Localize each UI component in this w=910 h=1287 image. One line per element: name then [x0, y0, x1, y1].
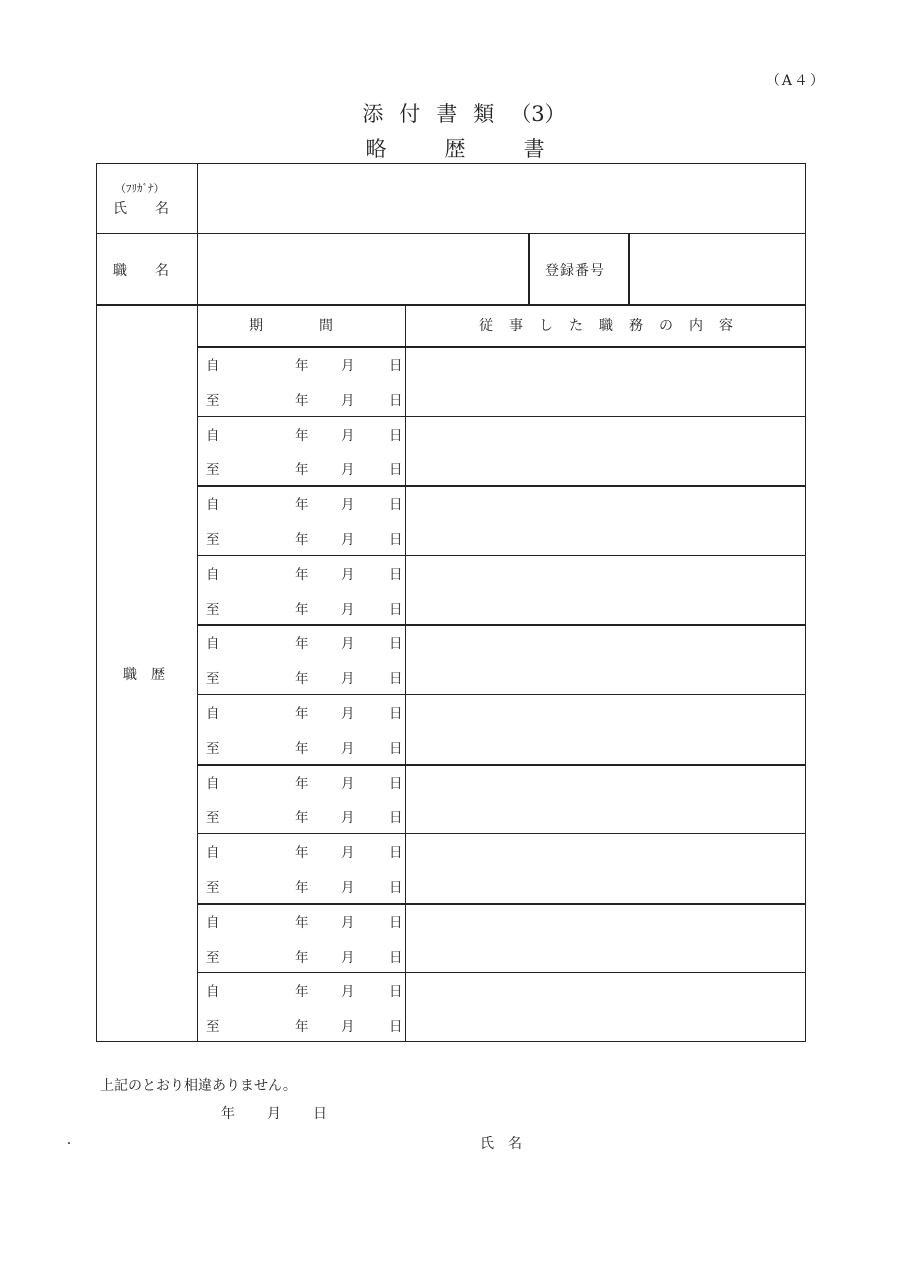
- from-label: 自: [206, 845, 220, 862]
- year-label: 年: [295, 775, 309, 792]
- from-label: 自: [206, 706, 220, 722]
- month-label: 月: [341, 601, 355, 618]
- year-label: 年: [295, 740, 309, 757]
- day-label: 日: [389, 532, 403, 548]
- day-label: 日: [389, 392, 403, 409]
- year-label: 年: [295, 358, 309, 374]
- divider: [628, 233, 630, 304]
- year-label: 年: [295, 671, 309, 688]
- registration-number-field[interactable]: [635, 240, 799, 298]
- month-label: 月: [341, 671, 355, 688]
- month-label: 月: [341, 740, 355, 757]
- date-day-label: 日: [313, 1106, 327, 1122]
- period-header: 期 間: [249, 318, 333, 334]
- duty-content-field[interactable]: [413, 559, 797, 621]
- year-label: 年: [295, 1019, 309, 1036]
- divider: [405, 304, 406, 1041]
- period-from-row[interactable]: [197, 485, 405, 520]
- month-label: 月: [341, 845, 355, 862]
- month-label: 月: [341, 497, 355, 514]
- divider: [97, 304, 805, 306]
- duty-content-field[interactable]: [413, 837, 797, 899]
- year-label: 年: [295, 880, 309, 896]
- day-label: 日: [389, 810, 403, 827]
- year-label: 年: [295, 984, 309, 1001]
- title-number: （3）: [510, 102, 566, 126]
- duty-content-field[interactable]: [413, 907, 797, 969]
- to-label: 至: [206, 601, 220, 618]
- page-size-label: （A４）: [765, 73, 826, 89]
- year-label: 年: [295, 636, 309, 653]
- month-label: 月: [341, 1019, 355, 1036]
- to-label: 至: [206, 671, 220, 688]
- year-label: 年: [295, 601, 309, 618]
- month-label: 月: [341, 810, 355, 827]
- day-label: 日: [389, 358, 403, 374]
- period-to-row[interactable]: [197, 729, 405, 764]
- period-from-row[interactable]: [197, 346, 405, 381]
- to-label: 至: [206, 740, 220, 757]
- day-label: 日: [389, 984, 403, 1001]
- year-label: 年: [295, 462, 309, 479]
- year-label: 年: [295, 566, 309, 583]
- day-label: 日: [389, 636, 403, 653]
- day-label: 日: [389, 427, 403, 444]
- from-label: 自: [206, 427, 220, 444]
- month-label: 月: [341, 636, 355, 653]
- period-from-row[interactable]: [197, 555, 405, 590]
- divider: [528, 233, 530, 304]
- date-year-label: 年: [221, 1106, 235, 1122]
- year-label: 年: [295, 810, 309, 827]
- period-from-row[interactable]: [197, 416, 405, 451]
- to-label: 至: [206, 532, 220, 548]
- duty-content-field[interactable]: [413, 420, 797, 482]
- day-label: 日: [389, 706, 403, 722]
- month-label: 月: [341, 462, 355, 479]
- month-label: 月: [341, 914, 355, 931]
- divider: [97, 233, 805, 234]
- to-label: 至: [206, 949, 220, 966]
- day-label: 日: [389, 671, 403, 688]
- position-field[interactable]: [205, 240, 521, 298]
- period-to-row[interactable]: [197, 938, 405, 973]
- period-to-row[interactable]: [197, 590, 405, 625]
- name-label: 氏 名: [113, 201, 169, 217]
- signature-label: 氏 名: [480, 1136, 522, 1152]
- name-field[interactable]: [205, 170, 795, 226]
- day-label: 日: [389, 914, 403, 931]
- month-label: 月: [341, 427, 355, 444]
- day-label: 日: [389, 949, 403, 966]
- period-to-row[interactable]: [197, 868, 405, 903]
- period-from-row[interactable]: [197, 833, 405, 868]
- day-label: 日: [389, 880, 403, 896]
- month-label: 月: [341, 949, 355, 966]
- period-to-row[interactable]: [197, 450, 405, 485]
- day-label: 日: [389, 740, 403, 757]
- from-label: 自: [206, 984, 220, 1001]
- period-from-row[interactable]: [197, 903, 405, 938]
- month-label: 月: [341, 880, 355, 896]
- year-label: 年: [295, 914, 309, 931]
- resume-form: [96, 163, 806, 1042]
- duty-content-field[interactable]: [413, 698, 797, 760]
- to-label: 至: [206, 392, 220, 409]
- to-label: 至: [206, 880, 220, 896]
- period-to-row[interactable]: [197, 520, 405, 555]
- period-from-row[interactable]: [197, 764, 405, 799]
- year-label: 年: [295, 497, 309, 514]
- title-main: 添付書類: [362, 102, 511, 126]
- month-label: 月: [341, 358, 355, 374]
- day-label: 日: [389, 566, 403, 583]
- period-to-row[interactable]: [197, 1007, 405, 1042]
- month-label: 月: [341, 775, 355, 792]
- month-label: 月: [341, 566, 355, 583]
- from-label: 自: [206, 358, 220, 374]
- registration-number-label: 登録番号: [545, 263, 605, 279]
- day-label: 日: [389, 1019, 403, 1036]
- from-label: 自: [206, 775, 220, 792]
- to-label: 至: [206, 1019, 220, 1036]
- furigana-label: （ﾌﾘｶﾞﾅ）: [115, 182, 165, 195]
- year-label: 年: [295, 532, 309, 548]
- period-from-row[interactable]: [197, 972, 405, 1007]
- day-label: 日: [389, 601, 403, 618]
- from-label: 自: [206, 914, 220, 931]
- position-label: 職 名: [113, 263, 169, 279]
- from-label: 自: [206, 636, 220, 653]
- to-label: 至: [206, 462, 220, 479]
- declaration-date: [221, 1103, 327, 1123]
- to-label: 至: [206, 810, 220, 827]
- day-label: 日: [389, 775, 403, 792]
- period-to-row[interactable]: [197, 659, 405, 694]
- date-month-label: 月: [267, 1106, 281, 1122]
- year-label: 年: [295, 845, 309, 862]
- month-label: 月: [341, 392, 355, 409]
- day-label: 日: [389, 462, 403, 479]
- period-to-row[interactable]: [197, 381, 405, 416]
- from-label: 自: [206, 566, 220, 583]
- duty-content-field[interactable]: [413, 768, 797, 830]
- document-subtitle: 略歴書: [365, 137, 603, 161]
- duty-content-field[interactable]: [413, 489, 797, 551]
- duty-content-field[interactable]: [413, 350, 797, 412]
- month-label: 月: [341, 984, 355, 1001]
- month-label: 月: [341, 532, 355, 548]
- day-label: 日: [389, 845, 403, 862]
- declaration-text: 上記のとおり相違ありません。: [100, 1078, 297, 1094]
- period-from-row[interactable]: [197, 694, 405, 729]
- year-label: 年: [295, 427, 309, 444]
- month-label: 月: [341, 706, 355, 722]
- from-label: 自: [206, 497, 220, 514]
- document-title: [0, 98, 910, 128]
- year-label: 年: [295, 706, 309, 722]
- career-label: 職 歴: [123, 667, 165, 683]
- duty-content-field[interactable]: [413, 976, 797, 1038]
- day-label: 日: [389, 497, 403, 514]
- margin-mark: ・: [64, 1139, 74, 1150]
- period-from-row[interactable]: [197, 624, 405, 659]
- period-to-row[interactable]: [197, 798, 405, 833]
- year-label: 年: [295, 949, 309, 966]
- duty-content-field[interactable]: [413, 628, 797, 690]
- year-label: 年: [295, 392, 309, 409]
- duties-header: 従 事 し た 職 務 の 内 容: [479, 318, 734, 334]
